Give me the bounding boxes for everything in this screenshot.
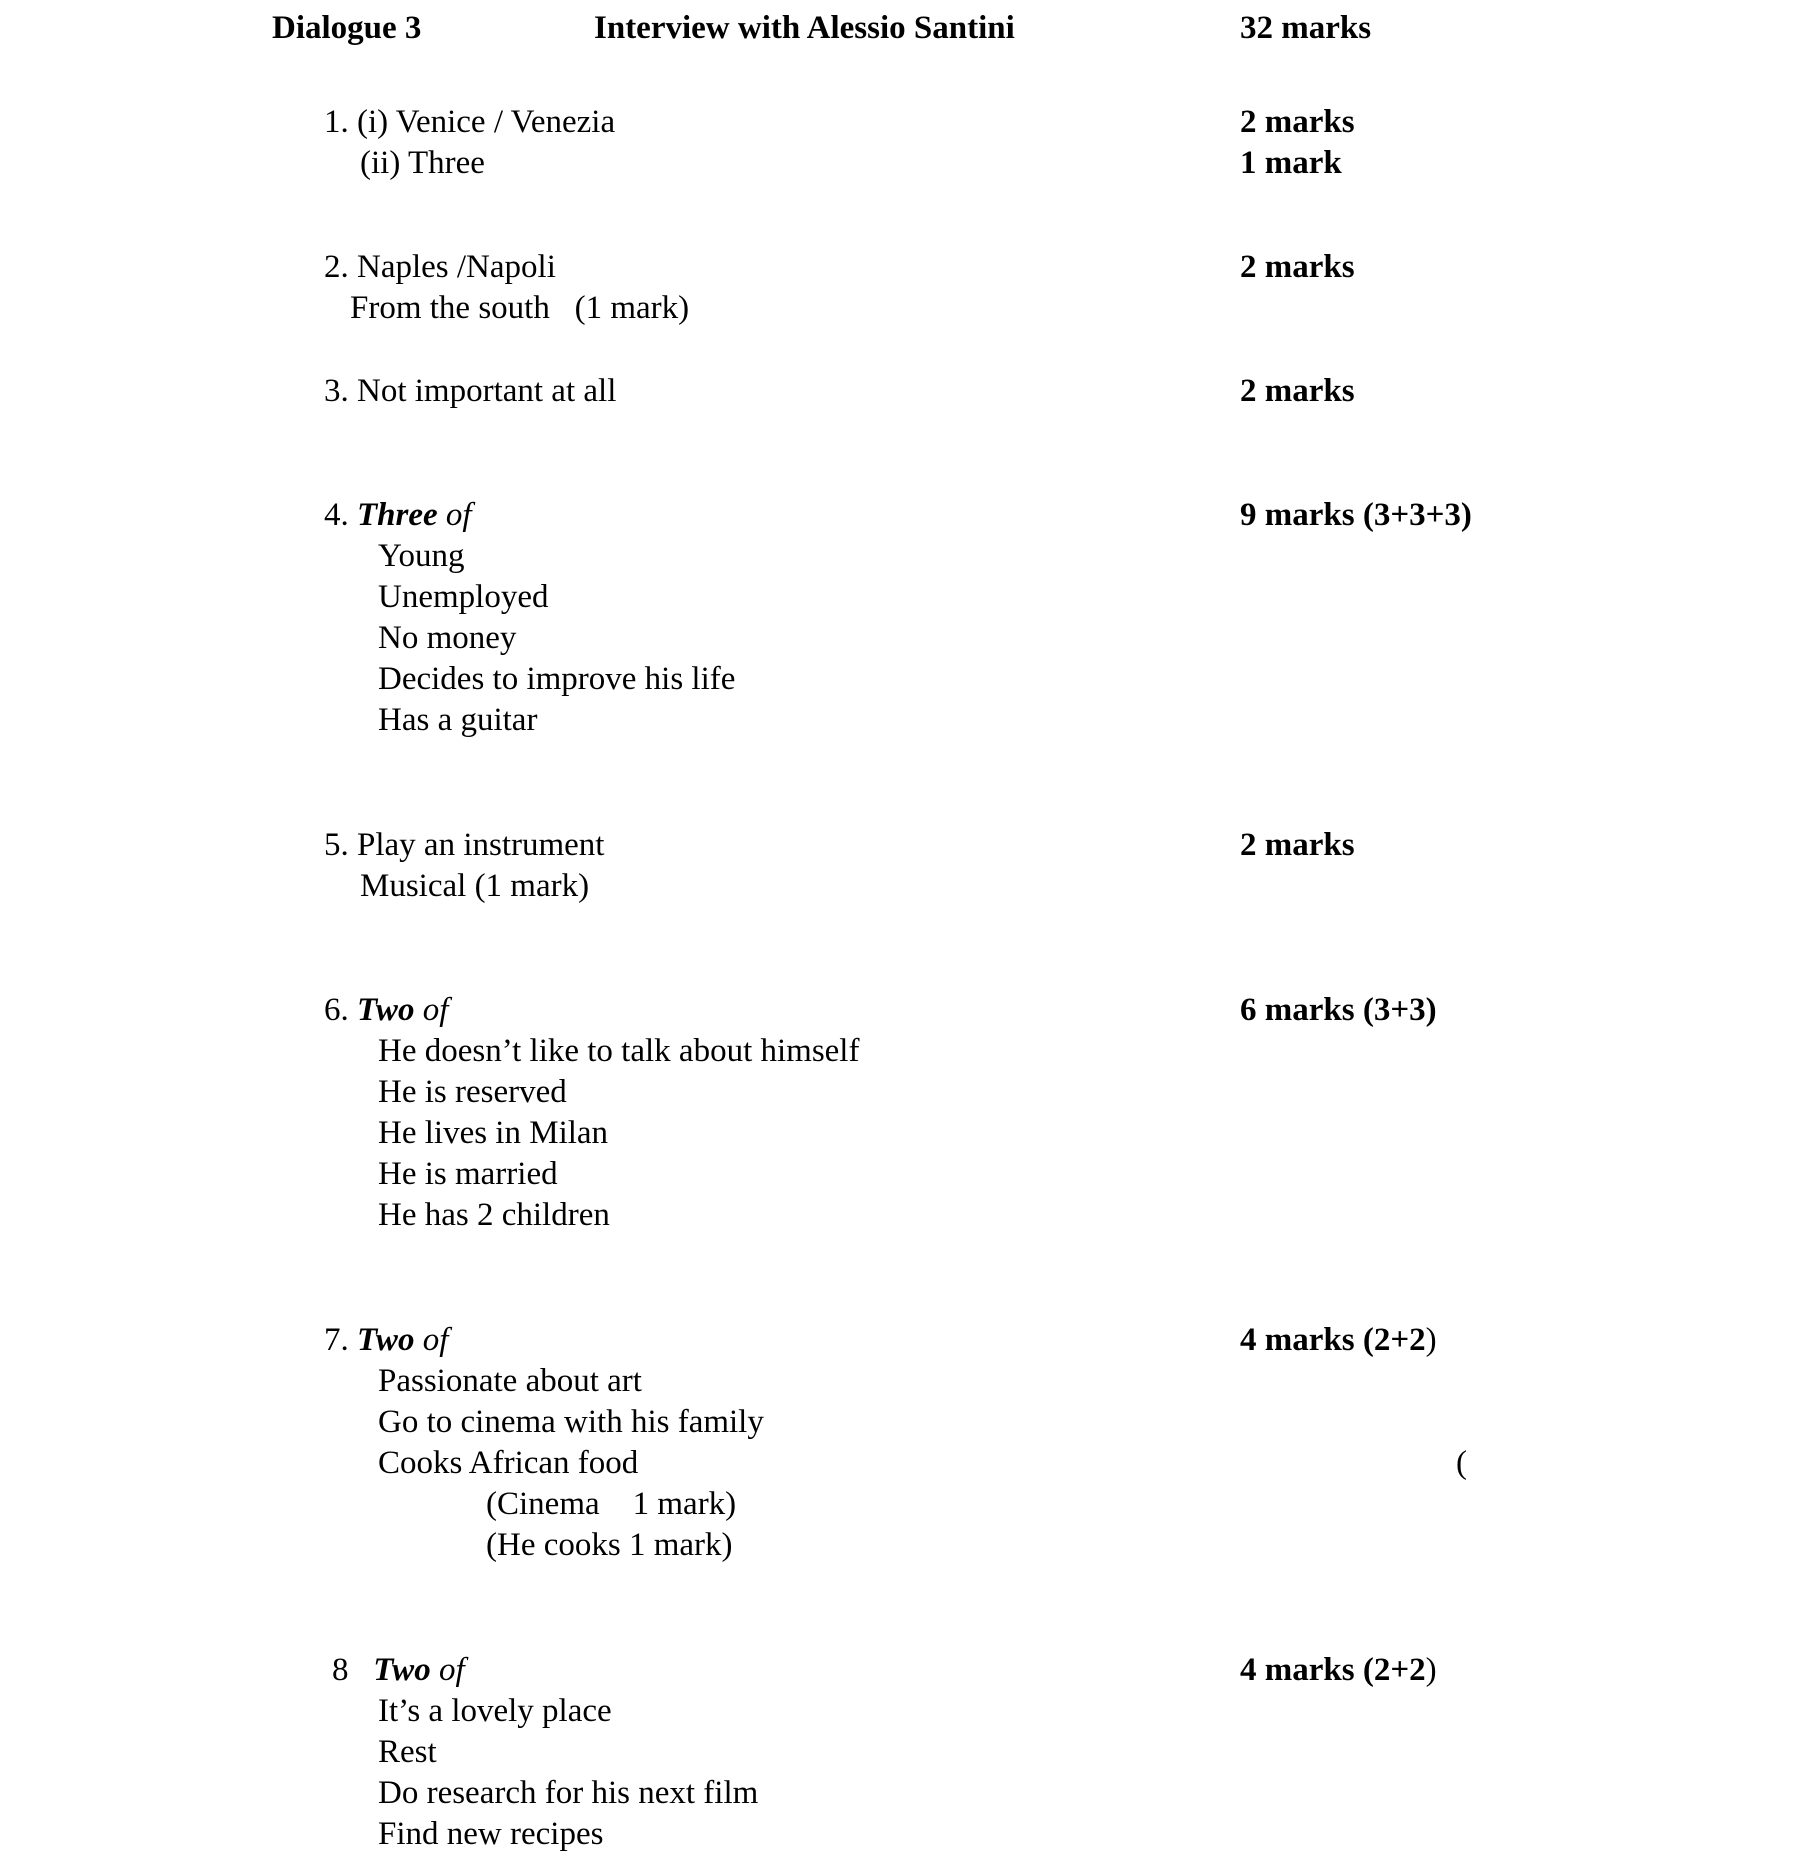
q8-number: 8 [332, 1652, 374, 1688]
interview-title: Interview with Alessio Santini [594, 10, 1015, 46]
q4-item: No money [378, 620, 517, 656]
q7-item: Go to cinema with his family [378, 1404, 764, 1440]
q2-answer: 2. Naples /Napoli [324, 249, 556, 285]
q4-item: Decides to improve his life [378, 661, 736, 697]
q7-of: of [414, 1322, 449, 1358]
q8-of: of [430, 1652, 465, 1688]
q3-answer: 3. Not important at all [324, 373, 617, 409]
dialogue-title: Dialogue 3 [272, 10, 422, 46]
q4-emphasis: Three [357, 497, 438, 533]
q4-of: of [437, 497, 472, 533]
q8-marks-text: 4 marks (2+2 [1240, 1652, 1426, 1688]
q7-item: Passionate about art [378, 1363, 642, 1399]
q8-heading [332, 1650, 465, 1690]
q7-stray-paren: ( [1456, 1445, 1467, 1481]
q7-note: (He cooks 1 mark) [486, 1527, 733, 1563]
q7-number: 7. [324, 1322, 357, 1358]
q8-emphasis: Two [373, 1652, 431, 1688]
q1-marks-i: 2 marks [1240, 104, 1355, 140]
q4-item: Unemployed [378, 579, 549, 615]
q5-marks: 2 marks [1240, 827, 1355, 863]
q6-item: He is reserved [378, 1074, 567, 1110]
q3-marks: 2 marks [1240, 373, 1355, 409]
q2-marks: 2 marks [1240, 249, 1355, 285]
q7-note: (Cinema 1 mark) [486, 1486, 737, 1522]
q6-item: He has 2 children [378, 1197, 610, 1233]
q4-marks: 9 marks (3+3+3) [1240, 497, 1472, 533]
q6-item: He doesn’t like to talk about himself [378, 1033, 860, 1069]
q6-emphasis: Two [357, 992, 415, 1028]
q4-item: Young [378, 538, 465, 574]
q1-answer-i: 1. (i) Venice / Venezia [324, 104, 616, 140]
q7-item: Cooks African food [378, 1445, 639, 1481]
total-marks: 32 marks [1240, 10, 1372, 46]
q7-marks-paren: ) [1425, 1322, 1437, 1358]
q5-answer: 5. Play an instrument [324, 827, 605, 863]
q6-of: of [414, 992, 449, 1028]
q6-marks: 6 marks (3+3) [1240, 992, 1437, 1028]
q6-item: He is married [378, 1156, 558, 1192]
q8-item: Do research for his next film [378, 1775, 759, 1811]
q8-item: Rest [378, 1734, 437, 1770]
q1-marks-ii: 1 mark [1240, 145, 1342, 181]
q2-note: From the south (1 mark) [350, 290, 690, 326]
q7-marks [1240, 1320, 1437, 1360]
q8-marks [1240, 1650, 1437, 1690]
q4-heading [324, 495, 472, 535]
q8-item: Find new recipes [378, 1816, 604, 1852]
q4-item: Has a guitar [378, 702, 538, 738]
q5-note: Musical (1 mark) [360, 868, 590, 904]
q4-number: 4. [324, 497, 357, 533]
q6-heading [324, 990, 448, 1030]
q7-heading [324, 1320, 448, 1360]
q1-answer-ii: (ii) Three [360, 145, 485, 181]
q8-marks-paren: ) [1425, 1652, 1437, 1688]
q7-emphasis: Two [357, 1322, 415, 1358]
q7-marks-text: 4 marks (2+2 [1240, 1322, 1426, 1358]
q6-number: 6. [324, 992, 357, 1028]
q8-item: It’s a lovely place [378, 1693, 612, 1729]
q6-item: He lives in Milan [378, 1115, 609, 1151]
